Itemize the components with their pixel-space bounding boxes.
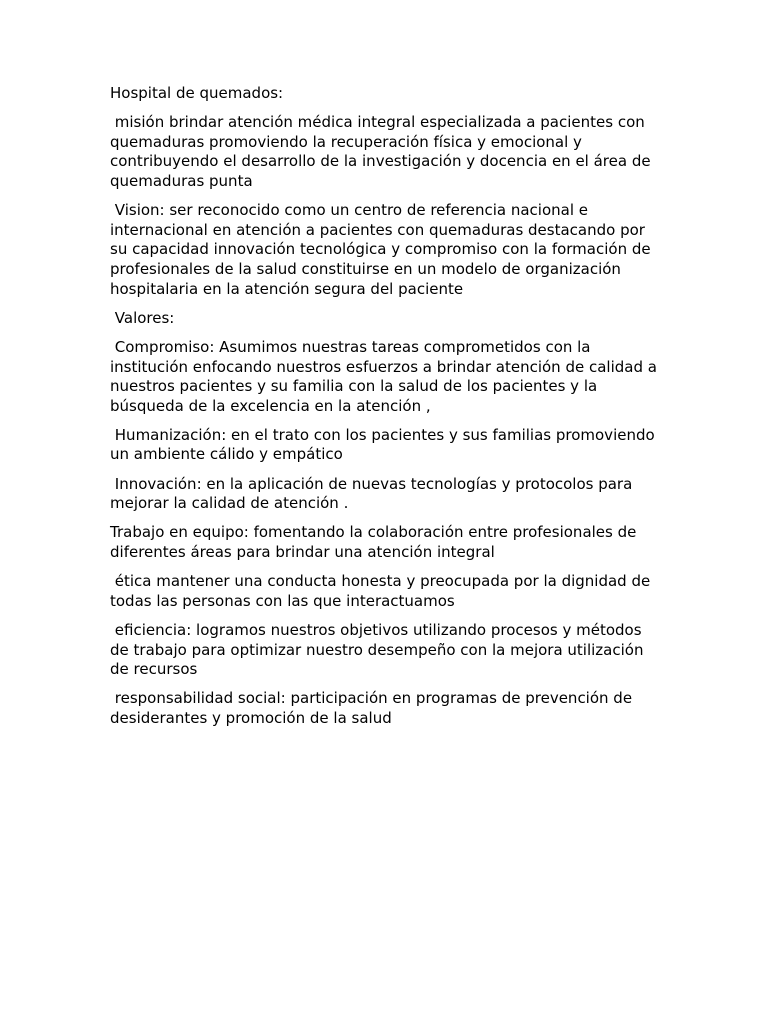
- paragraph-trabajo-en-equipo: Trabajo en equipo: fomentando la colaboración entre profesionales de diferentes áreas para brindar una atención integral: [110, 523, 642, 562]
- document-title: Hospital de quemados:: [110, 84, 284, 102]
- paragraph-responsabilidad-social: responsabilidad social: participación en programas de prevención de desiderantes y promoción de la salud: [110, 689, 637, 727]
- document-body: [110, 84, 662, 738]
- paragraph-etica: ética mantener una conducta honesta y preocupada por la dignidad de todas las personas con las que interactuamos: [110, 572, 655, 610]
- paragraph-innovacion: Innovación: en la aplicación de nuevas tecnologías y protocolos para mejorar la calidad de atención .: [110, 474, 638, 513]
- heading-valores: Valores:: [110, 308, 175, 327]
- paragraph-mision: misión brindar atención médica integral especializada a pacientes con quemaduras promoviendo la recuperación física y emocional y contribuyendo el desarrollo de la investigación y docencia en el área de quemaduras punta: [110, 113, 656, 190]
- paragraph-eficiencia: eficiencia: logramos nuestros objetivos utilizando procesos y métodos de trabajo para optimizar nuestro desempeño con la mejora utilización de recursos: [110, 621, 649, 679]
- paragraph-humanizacion: Humanización: en el trato con los pacientes y sus familias promoviendo un ambiente cálido y empático: [110, 425, 660, 464]
- paragraph-compromiso: Compromiso: Asumimos nuestras tareas comprometidos con la institución enfocando nuestros esfuerzos a brindar atención de calidad a nuestros pacientes y su familia con la salud de los pacientes y la búsqueda de la excelencia en la atención ,: [110, 337, 662, 415]
- paragraph-vision: Vision: ser reconocido como un centro de referencia nacional e internacional en atención a pacientes con quemaduras destacando por su capacidad innovación tecnológica y compromiso con la formación de profesionales de la salud constituirse en un modelo de organización hospitalaria en la atención segura del paciente: [110, 201, 656, 298]
